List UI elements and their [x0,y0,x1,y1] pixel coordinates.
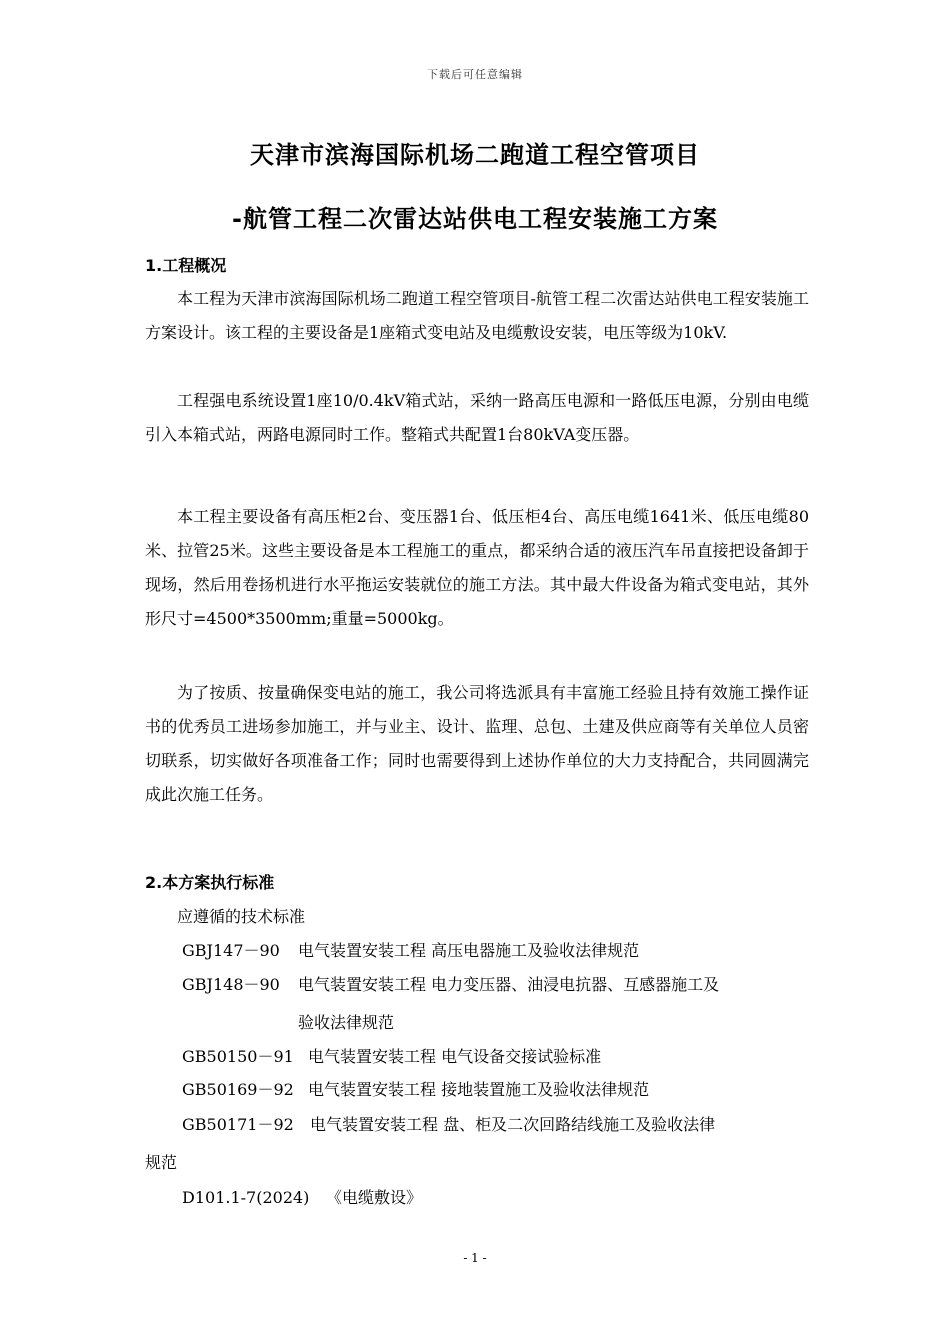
standard-code: GBJ147－90 [182,941,280,960]
standard-code: D101.1-7(2024) [182,1188,310,1207]
section-2-heading: 2.本方案执行标准 [145,873,275,892]
page-number: - 1 - [463,1251,487,1265]
standard-description-continued: 规范 [145,1153,178,1172]
standard-row [182,1112,715,1135]
standard-code: GBJ148－90 [182,975,280,994]
standard-code: GB50150－91 [182,1047,294,1066]
document-title-line-2: -航管工程二次雷达站供电工程安装施工方案 [232,205,718,233]
standard-description: 《电缆敷设》 [326,1188,423,1207]
document-title-line-1: 天津市滨海国际机场二跑道工程空管项目 [250,141,700,169]
standard-description: 电气装置安装工程 电力变压器、油浸电抗器、互感器施工及 [298,975,720,994]
standard-code: GB50169－92 [182,1080,294,1099]
standard-row [182,1077,649,1100]
section-1-paragraph-1: 本工程为天津市滨海国际机场二跑道工程空管项目-航管工程二次雷达站供电工程安装施工方案设计。该工程的主要设备是1座箱式变电站及电缆敷设安装，电压等级为10kV. [145,289,809,342]
standard-row [182,972,719,995]
standard-row [182,1185,422,1208]
standards-intro: 应遵循的技术标准 [177,907,306,926]
standard-row [182,1044,601,1067]
section-1-paragraph-2: 工程强电系统设置1座10/0.4kV箱式站，采纳一路高压电源和一路低压电源，分别由电缆引入本箱式站，两路电源同时工作。整箱式共配置1台80kVA变压器。 [145,391,809,444]
section-1-heading: 1.工程概况 [145,256,227,275]
standard-description: 电气装置安装工程 高压电器施工及验收法律规范 [298,941,640,960]
standard-code: GB50171－92 [182,1115,294,1134]
header-note: 下载后可任意编辑 [427,68,523,81]
standard-description: 电气装置安装工程 盘、柜及二次回路结线施工及验收法律 [310,1115,716,1134]
section-1-paragraph-4: 为了按质、按量确保变电站的施工，我公司将选派具有丰富施工经验且持有效施工操作证书的优秀员工进场参加施工，并与业主、设计、监理、总包、土建及供应商等有关单位人员密切联系，切实做好各项准备工作；同时也需要得到上述协作单位的大力支持配合，共同圆满完成此次施工任务。 [145,683,809,804]
section-1-paragraph-3: 本工程主要设备有高压柜2台、变压器1台、低压柜4台、高压电缆1641米、低压电缆80米、拉管25米。这些主要设备是本工程施工的重点，都采纳合适的液压汽车吊直接把设备卸于现场，然后用卷扬机进行水平拖运安装就位的施工方法。其中最大件设备为箱式变电站，其外形尺寸=4500*3500mm;重量=5000kg。 [145,507,809,628]
standard-description: 电气装置安装工程 电气设备交接试验标准 [308,1047,602,1066]
standard-description: 电气装置安装工程 接地装置施工及验收法律规范 [308,1080,650,1099]
standard-row [182,938,639,961]
standard-description-continued: 验收法律规范 [298,1013,395,1032]
